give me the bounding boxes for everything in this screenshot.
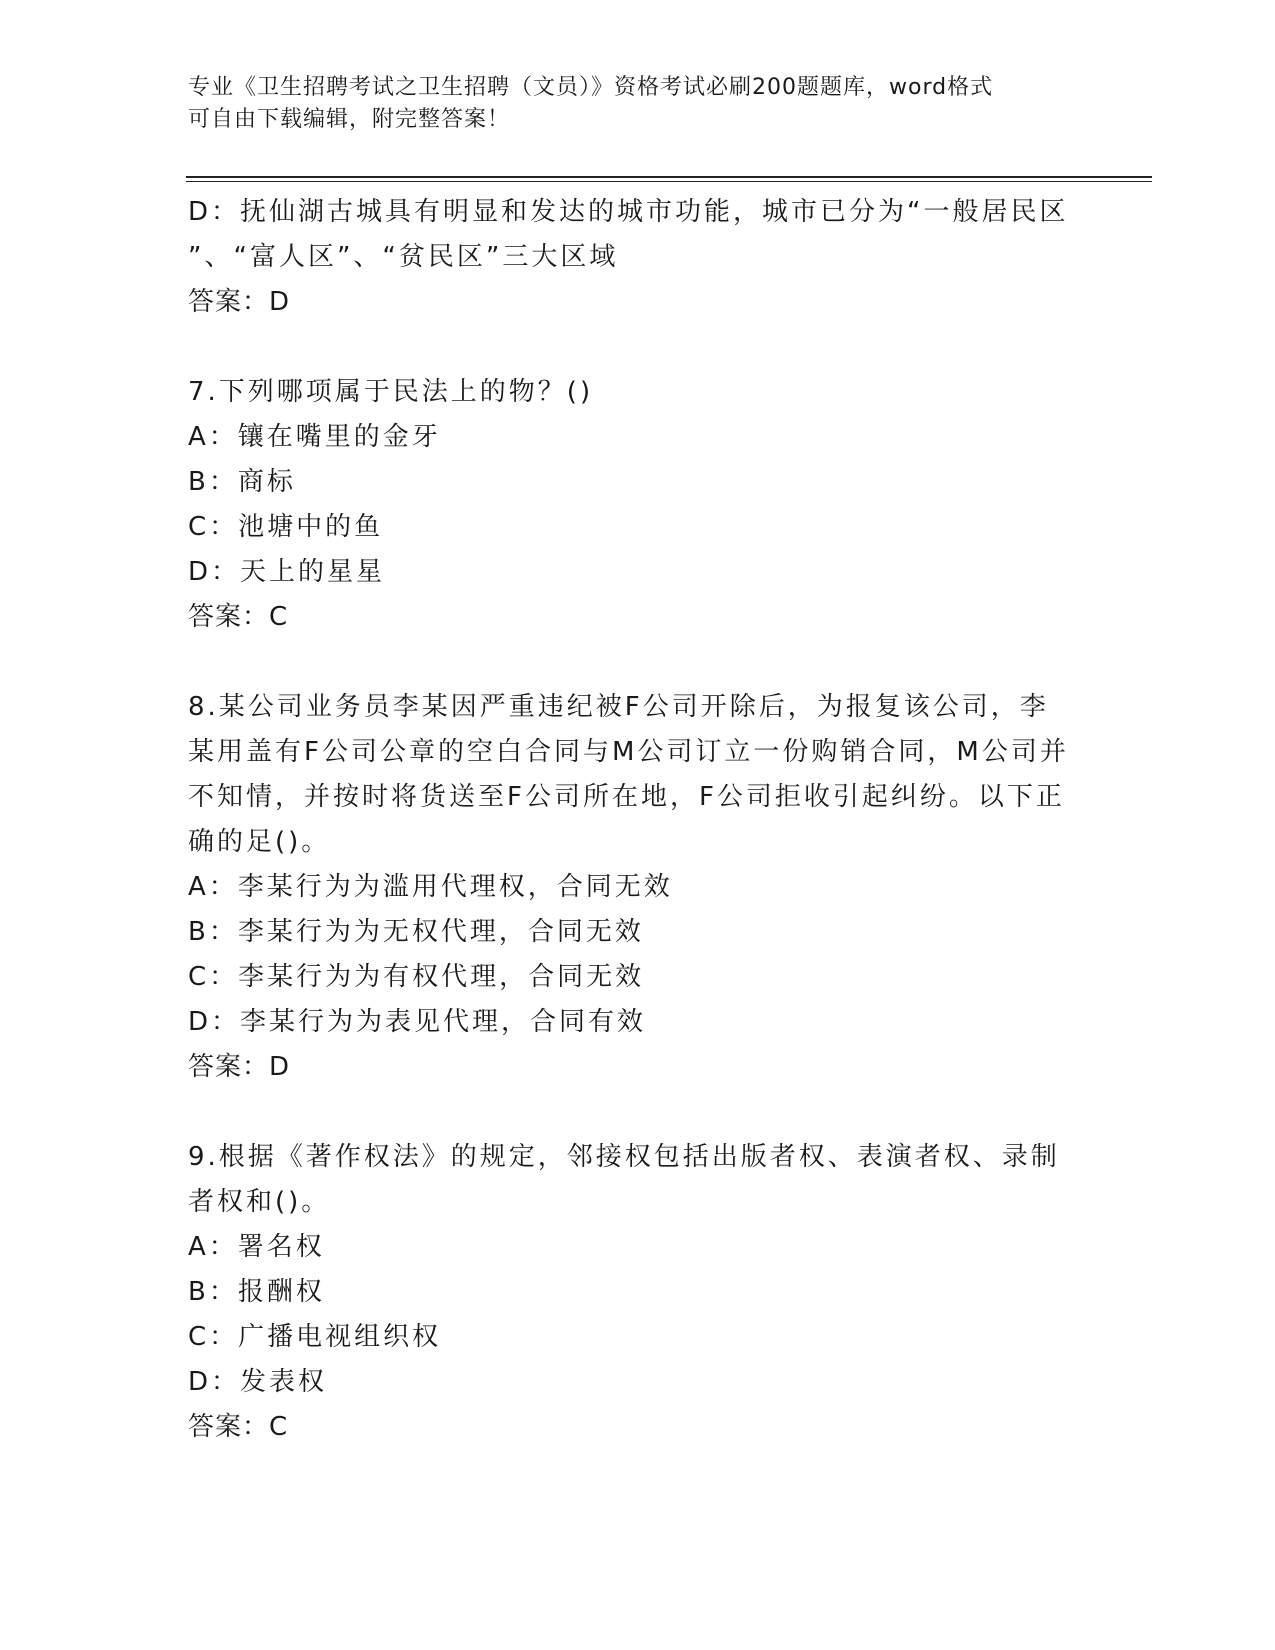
spacer: [188, 325, 1088, 370]
spacer: [188, 1090, 1088, 1135]
answer: 答案：C: [188, 1412, 289, 1442]
header-rule-thick: [186, 176, 1152, 178]
option-a: A：镶在嘴里的金牙: [188, 422, 441, 452]
answer: 答案：C: [188, 602, 289, 632]
option-b: B：报酬权: [188, 1277, 325, 1307]
question-stem: 9.根据《著作权法》的规定，邻接权包括出版者权、表演者权、录制: [188, 1142, 1060, 1172]
option-a: A：署名权: [188, 1232, 325, 1262]
header-line-2: 可自由下载编辑，附完整答案！: [188, 107, 511, 132]
question-stem: 不知情，并按时将货送至F公司所在地，F公司拒收引起纠纷。以下正: [188, 782, 1065, 812]
header-line-1: 专业《卫生招聘考试之卫生招聘（文员）》资格考试必刷200题题库，word格式: [188, 75, 994, 100]
question-stem: 8.某公司业务员李某因严重违纪被F公司开除后，为报复该公司，李: [188, 692, 1049, 722]
option-c: C：李某行为为有权代理，合同无效: [188, 962, 645, 992]
option-b: B：李某行为为无权代理，合同无效: [188, 917, 644, 947]
question-stem: 7.下列哪项属于民法上的物？(): [188, 377, 594, 407]
answer: 答案：D: [188, 1052, 291, 1082]
option-c: C：广播电视组织权: [188, 1322, 442, 1352]
option-c: C：池塘中的鱼: [188, 512, 384, 542]
option-a: A：李某行为为滥用代理权，合同无效: [188, 872, 673, 902]
question-list: [188, 190, 1088, 1450]
spacer: [188, 640, 1088, 685]
question-8: [188, 685, 1088, 1090]
option-d-line-1: D：抚仙湖古城具有明显和发达的城市功能，城市已分为“一般居民区: [188, 197, 1069, 227]
question-7: [188, 370, 1088, 640]
option-b: B：商标: [188, 467, 296, 497]
option-d-line-2: ”、“富人区”、“贫民区”三大区域: [188, 242, 619, 272]
question-stem: 者权和()。: [188, 1187, 331, 1217]
option-d: D：发表权: [188, 1367, 328, 1397]
question-stem: 某用盖有F公司公章的空白合同与M公司订立一份购销合同，M公司并: [188, 737, 1069, 767]
option-d: D：李某行为为表见代理，合同有效: [188, 1007, 647, 1037]
question-9: [188, 1135, 1088, 1450]
continued-question: [188, 190, 1088, 325]
document-header: [188, 72, 1068, 136]
header-rule-thin: [186, 181, 1152, 182]
option-d: D：天上的星星: [188, 557, 386, 587]
question-stem: 确的足()。: [188, 827, 331, 857]
answer: 答案：D: [188, 287, 291, 317]
